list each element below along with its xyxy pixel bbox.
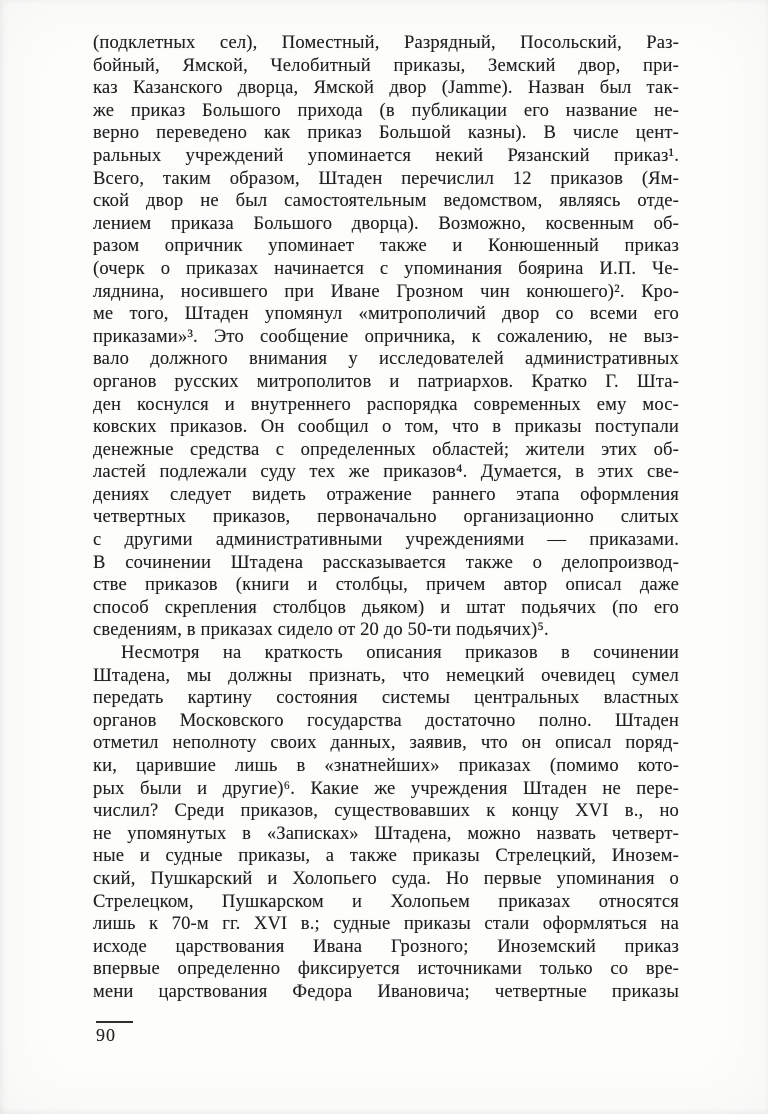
text-line: В сочинении Штадена рассказывается также о делопроизвод- <box>93 551 679 573</box>
text-line: сведениям, в приказах сидело от 20 до 50-ти подьячих)⁵. <box>93 619 549 641</box>
page-footer <box>96 1021 133 1046</box>
text-line: бойный, Ямской, Челобитный приказы, Земский двор, при- <box>93 54 679 76</box>
text-line: лением приказа Большого дворца). Возможно, косвенным об- <box>93 212 679 234</box>
text-line: четвертных приказов, первоначально организационно слитых <box>93 506 679 528</box>
text-line: Штадена, мы должны признать, что немецкий очевидец сумел <box>93 664 679 686</box>
text-line: (очерк о приказах начинается с упоминания боярина И.П. Че- <box>93 257 679 279</box>
text-line: ные и судные приказы, а также приказы Стрелецкий, Инозем- <box>93 845 679 867</box>
text-line: (подклетных сел), Поместный, Разрядный, Посольский, Раз- <box>93 32 679 53</box>
page-number: 90 <box>96 1025 116 1045</box>
text-line: органов русских митрополитов и патриархов. Кратко Г. Шта- <box>93 370 679 392</box>
text-line: дениях следует видеть отражение раннего этапа оформления <box>93 483 679 505</box>
text-line: мени царствования Федора Ивановича; четвертные приказы <box>93 980 679 1002</box>
text-line: Всего, таким образом, Штаден перечислил 12 приказов (Ям- <box>93 167 679 189</box>
text-line: Стрелецком, Пушкарском и Холопьем приказах относятся <box>93 890 679 912</box>
text-line: органов Московского государства достаточно полно. Штаден <box>93 709 679 731</box>
text-line: ден коснулся и внутреннего распорядка современных ему мос- <box>93 393 679 415</box>
text-line: стве приказов (книги и столбцы, причем автор описал даже <box>93 574 679 596</box>
text-line: верно переведено как приказ Большой казны). В числе цент- <box>93 122 679 144</box>
text-line: ральных учреждений упоминается некий Рязанский приказ¹. <box>93 144 679 166</box>
text-line: ский, Пушкарский и Холопьего суда. Но первые упоминания о <box>93 867 679 889</box>
text-line: Несмотря на краткость описания приказов в сочинении <box>121 642 679 664</box>
text-line: впервые определенно фиксируется источниками только со вре- <box>93 958 679 980</box>
text-line: денежные средства с определенных областей; жители этих об- <box>93 438 679 460</box>
text-block <box>93 32 679 1004</box>
text-line: ки, царившие лишь в «знатнейших» приказах (помимо кото- <box>93 755 679 776</box>
text-line: ластей подлежали суду тех же приказов⁴. Думается, в этих све- <box>93 461 679 483</box>
text-line: вало должного внимания у исследователей административных <box>93 348 679 370</box>
text-line: разом опричник упоминает также и Конюшенный приказ <box>93 235 679 257</box>
text-line: числил? Среди приказов, существовавших к концу XVI в., но <box>93 800 679 822</box>
text-line: лишь к 70-м гг. XVI в.; судные приказы стали оформляться на <box>93 913 679 935</box>
text-line: исходе царствования Ивана Грозного; Иноземский приказ <box>93 935 679 957</box>
text-line: же приказ Большого прихода (в публикации его название не- <box>93 99 679 121</box>
text-line: ской двор не был самостоятельным ведомством, являясь отде- <box>93 190 679 212</box>
text-line: приказами»³. Это сообщение опричника, к сожалению, не выз- <box>93 325 679 347</box>
text-line: передать картину состояния системы центральных властных <box>93 687 679 709</box>
text-line: не упомянутых в «Записках» Штадена, можно назвать четверт- <box>93 822 679 844</box>
text-line: ме того, Штаден упомянул «митрополичий двор со всеми его <box>93 303 679 325</box>
text-line: каз Казанского дворца, Ямской двор (Jamme). Назван был так- <box>93 77 679 99</box>
text-line: с другими административными учреждениями — приказами. <box>93 529 679 551</box>
text-line: ляднина, носившего при Иване Грозном чин конюшего)². Кро- <box>93 280 679 302</box>
text-line: рых были и другие)⁶. Какие же учреждения Штаден не пере- <box>93 777 679 799</box>
text-line: ковских приказов. Он сообщил о том, что в приказы поступали <box>93 416 679 438</box>
text-line: отметил неполноту своих данных, заявив, что он описал поряд- <box>93 732 679 754</box>
page-number-rule <box>96 1021 133 1023</box>
text-line: способ скрепления столбцов дьяком) и штат подьячих (по его <box>93 596 679 618</box>
